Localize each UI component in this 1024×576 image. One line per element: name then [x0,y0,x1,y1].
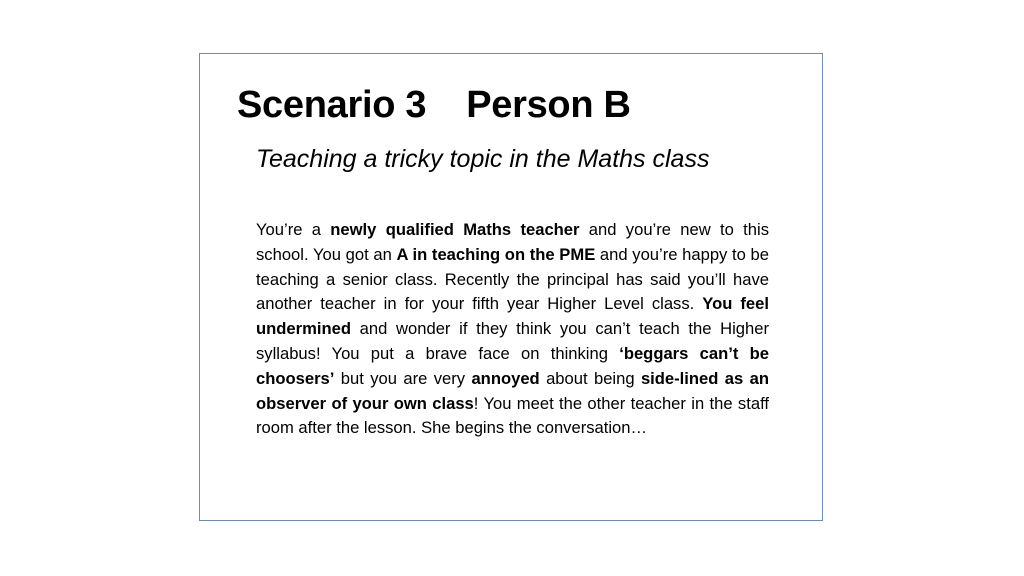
body-text-run: You’re a [256,220,331,239]
slide-heading [237,80,631,130]
body-text-run: and you’re new to this school. You got an [256,220,769,264]
body-text-run: and you’re happy to be teaching a senior class. Recently the principal has said you’ll have another teacher in for your fifth year Higher Level class. [256,244,769,314]
scenario-description [256,218,769,441]
emphasis-text: You feel undermined [256,294,769,339]
emphasis-text: annoyed [471,368,540,388]
body-text-run: but you are very [334,368,472,388]
emphasis-text: side-lined as an observer of your own class [256,368,769,413]
emphasis-text: newly qualified Maths teacher [330,220,580,239]
emphasis-text: ‘beggars can’t be choosers’ [256,343,769,388]
scenario-label: Scenario 3 [237,84,427,126]
body-text-run: and wonder if they think you can’t teach the Higher syllabus! You put a brave face on thinking [256,319,769,363]
body-text-run: ! You meet the other teacher in the staff room after the lesson. She begins the conversation… [256,393,769,438]
body-text-run: about being [539,368,641,388]
person-label: Person B [466,84,631,126]
scenario-card [199,53,823,521]
emphasis-text: A in teaching on the PME [396,244,596,264]
scenario-subtitle: Teaching a tricky topic in the Maths class [256,145,710,173]
